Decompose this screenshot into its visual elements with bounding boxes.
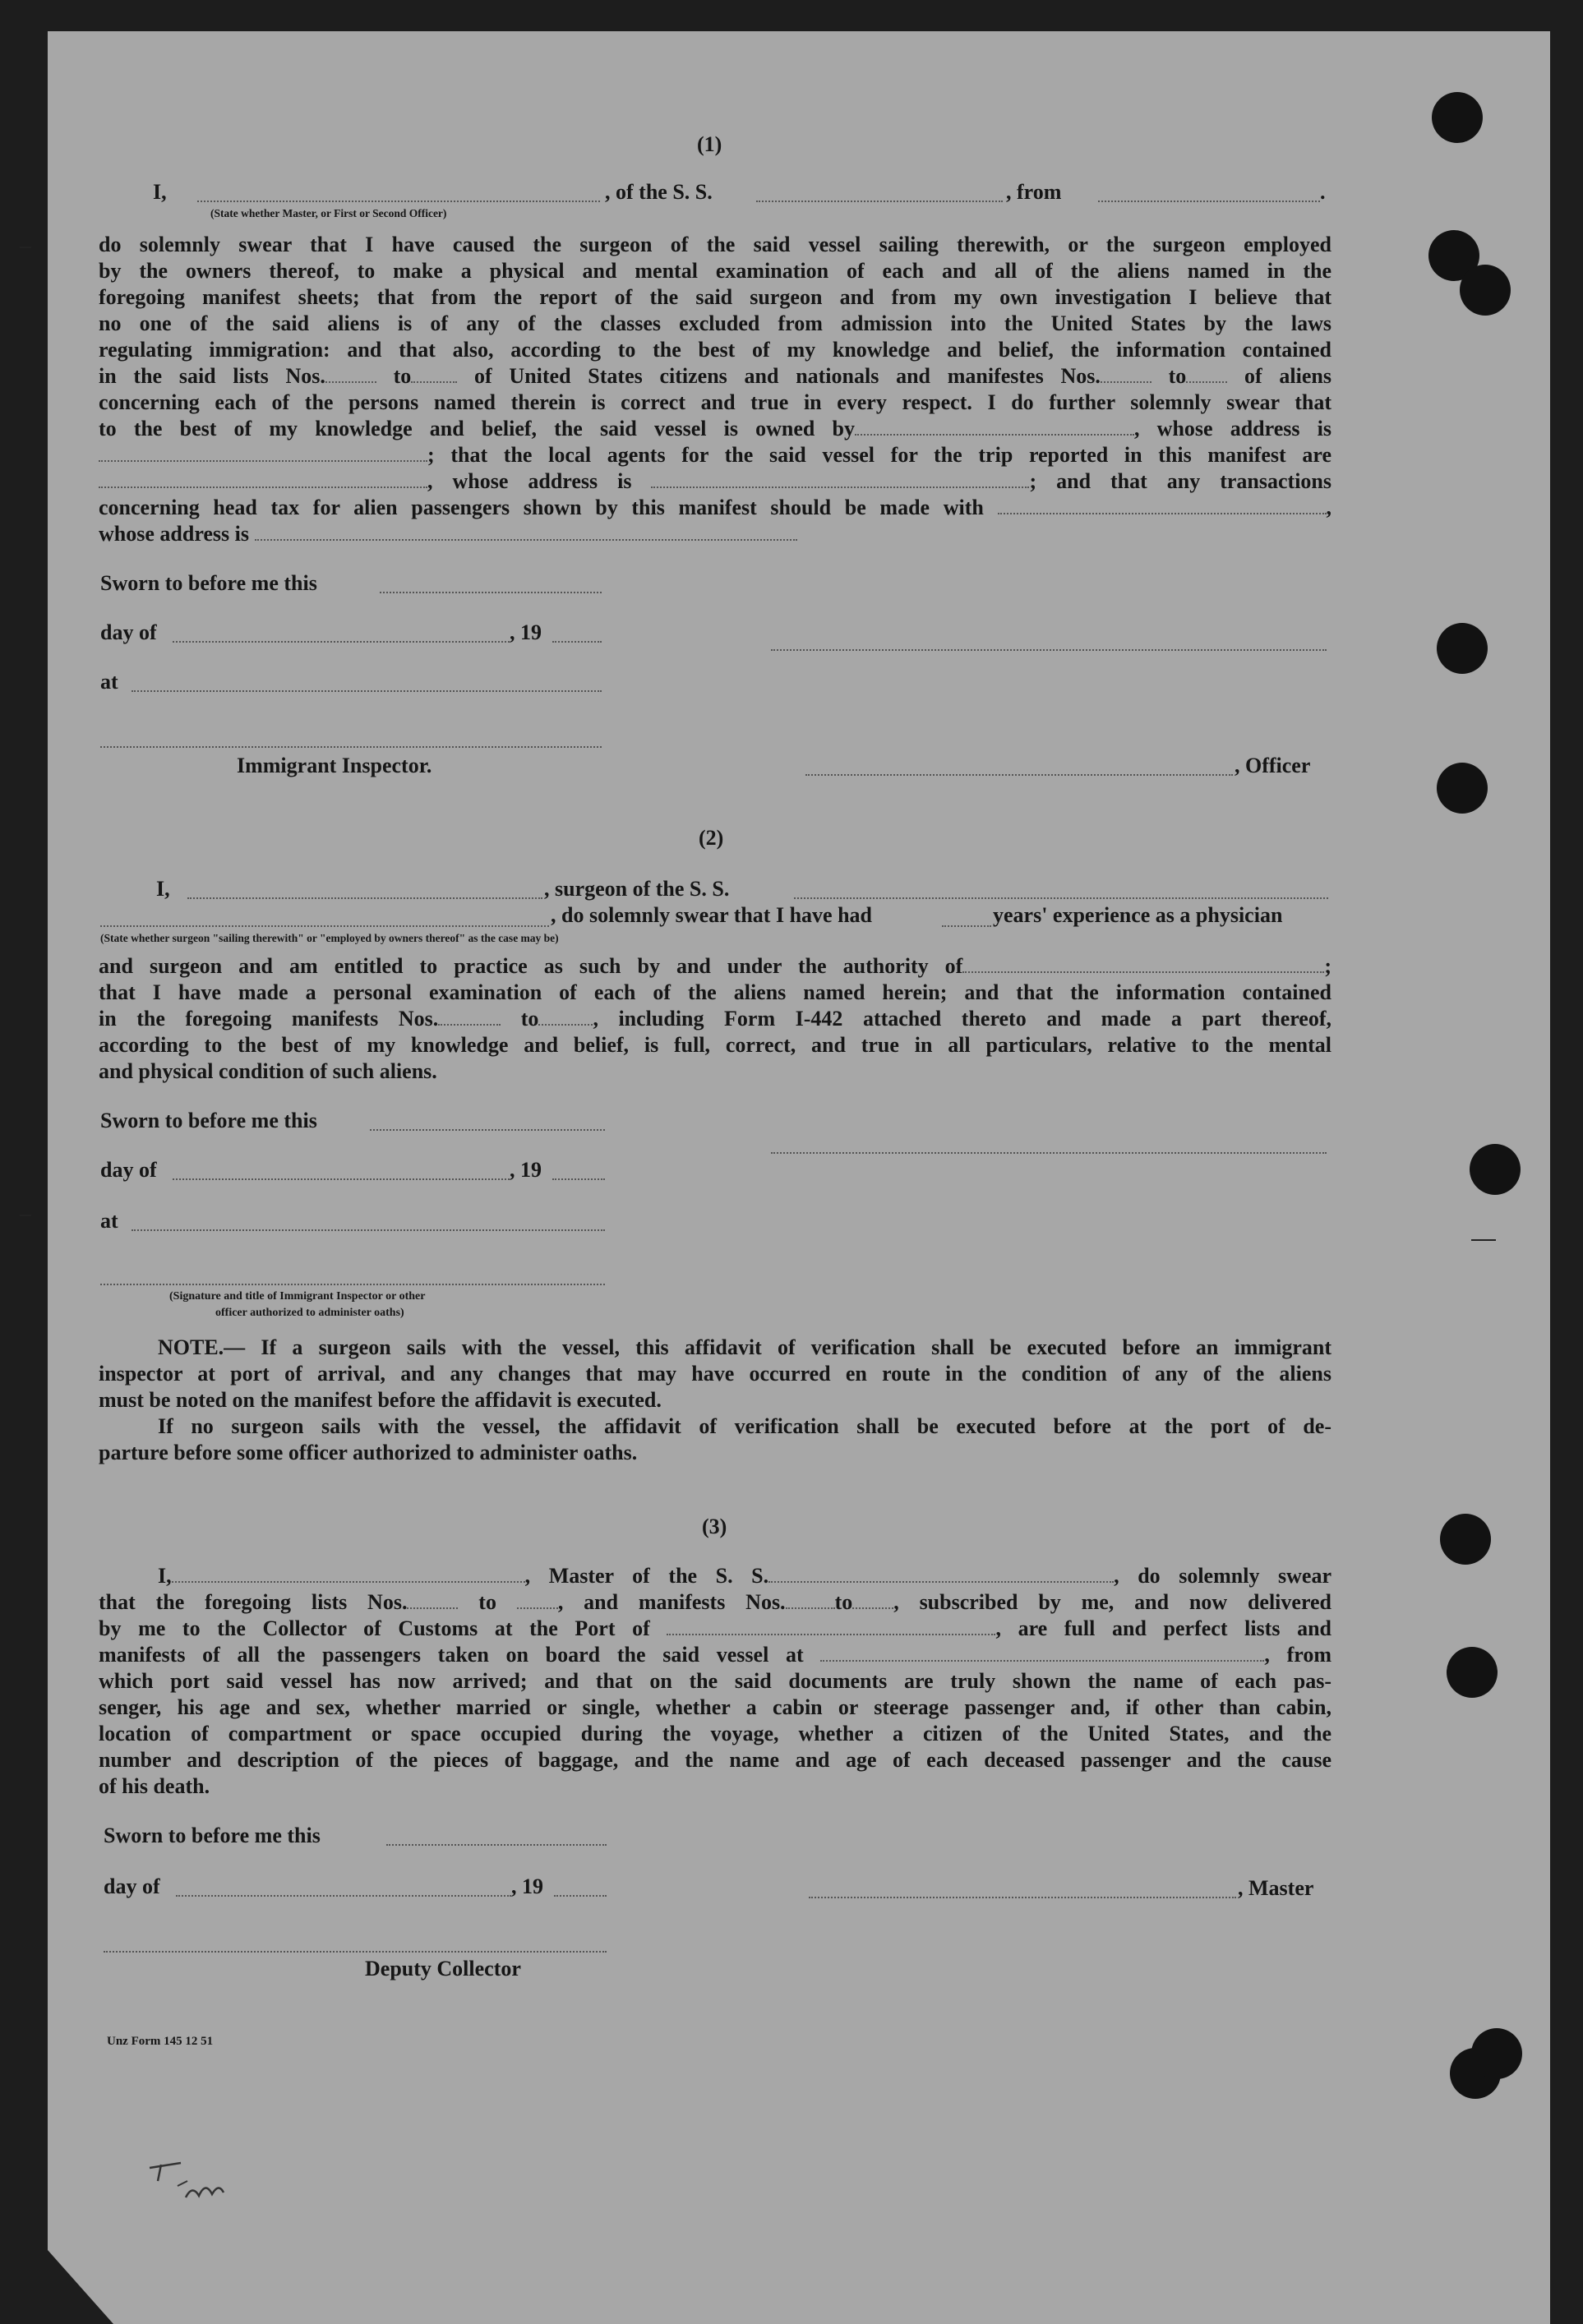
s1-lists-line: in the said lists Nos. to of United States citizens and nationals and manifestes Nos. to of aliens bbox=[99, 364, 1331, 388]
s3-master-label: , Master bbox=[1238, 1876, 1314, 1900]
form-number: Unz Form 145 12 51 bbox=[107, 2035, 214, 2048]
binder-hole bbox=[1440, 1514, 1491, 1565]
s2-swear-had: , do solemnly swear that I have had bbox=[551, 903, 873, 927]
s2-at-label: at bbox=[100, 1209, 118, 1233]
s1-sworn-blank bbox=[380, 590, 602, 593]
s3-day-blank bbox=[176, 1893, 511, 1897]
s3-day-of-label: day of bbox=[104, 1874, 160, 1898]
s1-sworn-label: Sworn to before me this bbox=[100, 571, 317, 595]
s2-inspector-blank bbox=[100, 1282, 605, 1285]
s1-line: foregoing manifest sheets; that from the report of the said surgeon and from my own investigation I believe that bbox=[99, 285, 1331, 309]
s1-ship-blank bbox=[756, 199, 1003, 202]
binder-hole bbox=[1470, 1144, 1521, 1195]
s2-surgeon-name-blank bbox=[187, 896, 542, 899]
s1-inspector-blank bbox=[100, 745, 602, 748]
s3-collector-line: by me to the Collector of Customs at the Port of , are full and perfect lists and bbox=[99, 1616, 1332, 1640]
s1-day-of-label: day of bbox=[100, 620, 157, 644]
s1-from-blank bbox=[1098, 199, 1320, 202]
s1-address-line: , whose address is ; and that any transactions bbox=[99, 468, 1331, 495]
s2-at-blank bbox=[132, 1228, 605, 1231]
s3-sworn-blank bbox=[386, 1842, 607, 1846]
s3-year-blank bbox=[554, 1893, 607, 1897]
section-3-number: (3) bbox=[702, 1515, 727, 1538]
s2-signature-blank bbox=[771, 1150, 1327, 1154]
s3-line: of his death. bbox=[99, 1774, 210, 1798]
s1-line: do solemnly swear that I have caused the surgeon of the said vessel sailing therewith, or the surgeon employed bbox=[99, 233, 1331, 256]
s1-owned-line: to the best of my knowledge and belief, the said vessel is owned by , whose address is bbox=[99, 417, 1331, 440]
s1-officer-sign-blank bbox=[805, 772, 1233, 776]
s1-i-label: I, bbox=[153, 180, 167, 204]
s2-day-blank bbox=[173, 1177, 510, 1180]
s2-sig-caption: officer authorized to administer oaths) bbox=[215, 1307, 404, 1319]
s1-year-label: , 19 bbox=[510, 620, 542, 644]
s1-agents-line: ; that the local agents for the said vessel for the trip reported in this manifest are bbox=[99, 442, 1331, 468]
s2-surgeon-of-ss: , surgeon of the S. S. bbox=[544, 877, 730, 901]
s1-of-the-ss: , of the S. S. bbox=[605, 180, 713, 204]
s2-authority-line: and surgeon and am entitled to practice as such by and under the authority of ; bbox=[99, 954, 1331, 978]
binder-hole bbox=[1471, 2028, 1522, 2079]
s3-collector-blank bbox=[104, 1949, 607, 1953]
tick-mark bbox=[20, 1215, 31, 1216]
handwritten-mark bbox=[145, 2156, 252, 2214]
s2-year-blank bbox=[552, 1177, 605, 1180]
s2-sworn-label: Sworn to before me this bbox=[100, 1109, 317, 1132]
s2-line: according to the best of my knowledge and belief, is full, correct, and true in all particulars, relative to the mental bbox=[99, 1033, 1331, 1057]
s2-sailing-blank bbox=[100, 924, 549, 927]
s3-master-sign-blank bbox=[809, 1895, 1236, 1898]
binder-hole bbox=[1437, 763, 1488, 814]
s2-sworn-blank bbox=[370, 1127, 605, 1131]
s2-surgeon-caption: (State whether surgeon "sailing therewith" or "employed by owners thereof" as the case may be) bbox=[100, 932, 559, 944]
s1-line: regulating immigration: and that also, according to the best of my knowledge and belief, the information contained bbox=[99, 338, 1331, 362]
s3-line: location of compartment or space occupied during the voyage, whether a citizen of the United States, and the bbox=[99, 1722, 1331, 1745]
s1-whose-line: whose address is bbox=[99, 521, 1331, 547]
note-line: If no surgeon sails with the vessel, the affidavit of verification shall be executed before at the port of de- bbox=[158, 1414, 1331, 1438]
s3-manifests-line: manifests of all the passengers taken on board the said vessel at , from bbox=[99, 1643, 1331, 1667]
s3-master-line: I, , Master of the S. S. , do solemnly swear bbox=[158, 1564, 1331, 1588]
s1-period: . bbox=[1320, 180, 1326, 204]
section-2-number: (2) bbox=[699, 826, 724, 850]
s1-from: , from bbox=[1006, 180, 1062, 204]
s1-at-blank bbox=[132, 689, 602, 692]
s1-officer-blank bbox=[197, 199, 600, 202]
s1-line: no one of the said aliens is of any of the classes excluded from admission into the United States by the laws bbox=[99, 311, 1331, 335]
s3-lists-line: that the foregoing lists Nos. to , and manifests Nos. to , subscribed by me, and now delivered bbox=[99, 1590, 1332, 1614]
s3-line: which port said vessel has now arrived; and that on the said documents are truly shown the name of each pas- bbox=[99, 1669, 1331, 1693]
binder-hole bbox=[1437, 623, 1488, 674]
note-line: parture before some officer authorized to administer oaths. bbox=[99, 1441, 638, 1464]
s2-line: that I have made a personal examination of each of the aliens named herein; and that the information contained bbox=[99, 980, 1331, 1004]
s2-i-label: I, bbox=[156, 877, 170, 901]
binder-hole bbox=[1460, 265, 1511, 316]
tick-mark bbox=[1471, 1239, 1496, 1241]
s3-deputy-collector: Deputy Collector bbox=[365, 1957, 521, 1980]
s2-day-of-label: day of bbox=[100, 1158, 157, 1182]
s1-at-label: at bbox=[100, 670, 118, 694]
s1-day-blank bbox=[173, 639, 510, 643]
s1-officer-label: , Officer bbox=[1235, 754, 1311, 777]
s2-year-label: , 19 bbox=[510, 1158, 542, 1182]
s1-officer-caption: (State whether Master, or First or Second Officer) bbox=[210, 207, 447, 219]
s1-signature-blank bbox=[771, 648, 1327, 651]
note-line: NOTE.— If a surgeon sails with the vessel, this affidavit of verification shall be executed before an immigrant bbox=[158, 1335, 1331, 1359]
s2-sig-caption: (Signature and title of Immigrant Inspector or other bbox=[169, 1290, 426, 1303]
s1-line: by the owners thereof, to make a physical and mental examination of each and all of the aliens named in the bbox=[99, 259, 1331, 283]
s1-immigrant-inspector: Immigrant Inspector. bbox=[237, 754, 432, 777]
note-line: must be noted on the manifest before the affidavit is executed. bbox=[99, 1388, 662, 1412]
note-line: inspector at port of arrival, and any changes that may have occurred en route in the condition of any of the aliens bbox=[99, 1362, 1331, 1386]
s3-line: senger, his age and sex, whether married or single, whether a cabin or steerage passenger and, if other than cabin, bbox=[99, 1695, 1331, 1719]
binder-hole bbox=[1432, 92, 1483, 143]
s2-years-blank bbox=[942, 924, 991, 927]
s1-headtax-line: concerning head tax for alien passengers shown by this manifest should be made with , bbox=[99, 496, 1331, 519]
s2-years-experience: years' experience as a physician bbox=[993, 903, 1283, 927]
tick-mark bbox=[20, 247, 31, 248]
binder-hole bbox=[1447, 1647, 1498, 1698]
s2-line: and physical condition of such aliens. bbox=[99, 1059, 437, 1083]
s3-sworn-label: Sworn to before me this bbox=[104, 1824, 321, 1847]
s3-year-label: , 19 bbox=[511, 1874, 543, 1898]
section-1-number: (1) bbox=[697, 132, 722, 156]
s2-ship-blank bbox=[794, 896, 1328, 899]
s2-manifests-line: in the foregoing manifests Nos. to , including Form I-442 attached thereto and made a part thereof, bbox=[99, 1007, 1332, 1031]
s1-line: concerning each of the persons named therein is correct and true in every respect. I do further solemnly swear that bbox=[99, 390, 1331, 414]
s1-year-blank bbox=[552, 639, 602, 643]
s3-line: number and description of the pieces of baggage, and the name and age of each deceased passenger and the cause bbox=[99, 1748, 1331, 1772]
